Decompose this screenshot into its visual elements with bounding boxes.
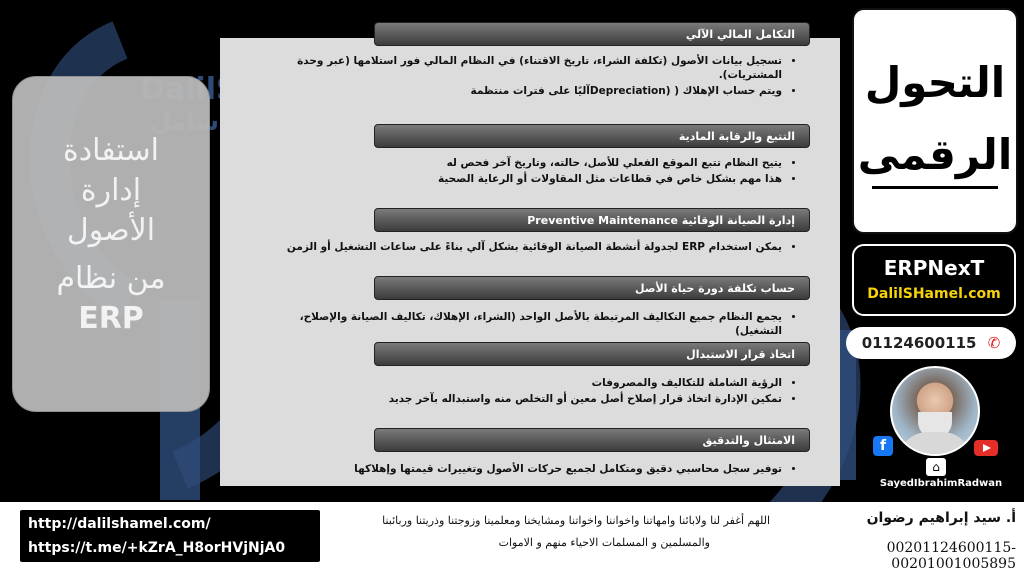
list-item: • الرؤية الشاملة للتكاليف والمصروفات xyxy=(250,376,782,390)
section-header-tracking: التتبع والرقابة المادية xyxy=(374,124,810,148)
list-item: • توفير سجل محاسبي دقيق ومتكامل لجميع حركات الأصول وتغييرات قيمتها وإهلاكها xyxy=(250,462,782,476)
avatar xyxy=(890,366,980,456)
author-handle: SayedIbrahimRadwan xyxy=(879,478,1003,489)
list-item: • تمكين الإدارة اتخاذ قرار إصلاح أصل معين أو التخلص منه واستبداله بآخر جديد xyxy=(250,392,782,406)
footer-url-site[interactable]: http://dalilshamel.com/ xyxy=(28,516,211,532)
section-header-financial-integration: التكامل المالي الآلي xyxy=(374,22,810,46)
phone-pill xyxy=(846,327,1016,359)
left-title-line2: إدارة xyxy=(80,173,142,208)
footer-url-telegram[interactable]: https://t.me/+kZrA_H8orHVjNjA0 xyxy=(28,540,286,556)
footer-links xyxy=(20,510,320,562)
section-body-tracking xyxy=(250,156,796,188)
digital-transformation-box xyxy=(852,8,1018,234)
digital-transformation-title-2: الرقمى xyxy=(857,130,1013,179)
list-item: • يتيح النظام تتبع الموقع الفعلي للأصل، حالته، وتاريخ آخر فحص له xyxy=(250,156,782,170)
list-item: • يجمع النظام جميع التكاليف المرتبطة بالأصل الواحد (الشراء، الإهلاك، تكاليف الصيانة والإصلاح، التشغيل) xyxy=(250,310,782,338)
institution-icon: ⌂ xyxy=(926,458,946,476)
section-body-financial-integration xyxy=(250,54,796,100)
list-item: • تسجيل بيانات الأصول (تكلفة الشراء، تاريخ الاقتناء) في النظام المالي فور استلامها (عبر وحدة المشتريات). xyxy=(250,54,782,82)
section-body-replacement-decision xyxy=(250,376,796,408)
section-header-preventive-maintenance: إدارة الصيانة الوقائية Preventive Maintenance xyxy=(374,208,810,232)
footer-dua-line1: اللهم أغفر لنا ولابائنا وامهاتنا واخواننا واخواتنا ومشايخنا ومعلمينا وزوجتنا وذريتنا وربائبنا xyxy=(382,514,770,527)
left-title-line1: استفادة xyxy=(63,133,159,168)
phone-number: 01124600115 xyxy=(861,334,977,352)
list-item: • يمكن استخدام ERP لجدولة أنشطة الصيانة الوقائية بشكل آلي بناءً على ساعات التشغيل أو الزمن xyxy=(250,240,782,254)
list-item: • ويتم حساب الإهلاك ( (Depreciationآليًا على فترات منتظمة xyxy=(250,84,782,98)
left-title-line3: الأصول xyxy=(66,213,156,248)
footer-dua xyxy=(330,510,770,554)
title-underline xyxy=(872,186,998,189)
youtube-icon[interactable] xyxy=(974,440,998,456)
erpnext-box xyxy=(852,244,1016,316)
section-body-lifecycle-cost xyxy=(250,310,796,340)
left-title-line4: من نظام xyxy=(56,261,166,296)
footer-author-name: أ. سيد إبراهيم رضوان xyxy=(866,510,1016,526)
section-body-preventive-maintenance xyxy=(250,240,796,256)
erpnext-label: ERPNexT xyxy=(883,256,985,280)
facebook-icon[interactable]: f xyxy=(873,436,893,456)
section-header-lifecycle-cost: حساب تكلفة دورة حياة الأصل xyxy=(374,276,810,300)
section-body-compliance xyxy=(250,462,796,478)
avatar-body xyxy=(898,432,972,456)
content-panel xyxy=(220,38,840,486)
site-link[interactable]: DalilSHamel.com xyxy=(867,286,1001,302)
footer-dua-line2: والمسلمين و المسلمات الاحياء منهم و الاموات xyxy=(498,536,710,549)
section-header-replacement-decision: اتخاذ قرار الاستبدال xyxy=(374,342,810,366)
section-header-compliance: الامتثال والتدقيق xyxy=(374,428,810,452)
digital-transformation-title-1: التحول xyxy=(864,58,1006,107)
list-item: • هذا مهم بشكل خاص في قطاعات مثل المقاولات أو الرعاية الصحية xyxy=(250,172,782,186)
left-title-box xyxy=(12,76,210,412)
footer-phones: 00201124600115- 00201001005895 xyxy=(886,540,1016,572)
phone-icon: ✆ xyxy=(987,334,1001,352)
left-title-line5: ERP xyxy=(78,301,144,336)
